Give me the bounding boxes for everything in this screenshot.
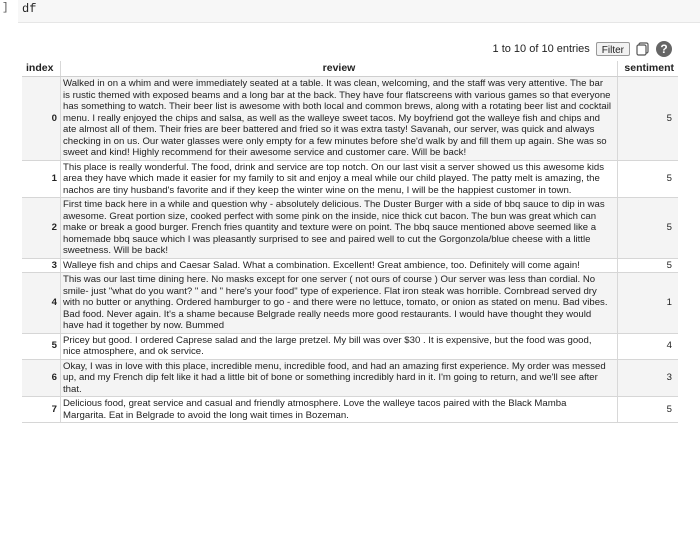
review-cell: Delicious food, great service and casual and friendly atmosphere. Love the walleye tacos paired with the Black Mamba Margarita. Eat in Belgrade to avoid the long wait times in Bozeman. bbox=[61, 397, 618, 423]
sentiment-cell: 4 bbox=[618, 333, 679, 359]
table-row[interactable] bbox=[22, 273, 678, 334]
row-index: 1 bbox=[22, 160, 61, 198]
row-index: 7 bbox=[22, 397, 61, 423]
cell-prompt: ] bbox=[2, 2, 9, 14]
review-cell: Pricey but good. I ordered Caprese salad and the large pretzel. My bill was over $30 . It is expensive, but the food was good, nice atmosphere, and ok service. bbox=[61, 333, 618, 359]
row-index: 3 bbox=[22, 258, 61, 273]
column-header-sentiment[interactable]: sentiment bbox=[618, 61, 679, 77]
row-index: 6 bbox=[22, 359, 61, 397]
sentiment-cell: 5 bbox=[618, 397, 679, 423]
sentiment-cell: 1 bbox=[618, 273, 679, 334]
table-row[interactable] bbox=[22, 397, 678, 423]
column-header-index[interactable]: index bbox=[22, 61, 61, 77]
table-row[interactable] bbox=[22, 258, 678, 273]
table-row[interactable] bbox=[22, 359, 678, 397]
table-row[interactable] bbox=[22, 198, 678, 259]
table-row[interactable] bbox=[22, 77, 678, 161]
entries-count: 1 to 10 of 10 entries bbox=[492, 43, 590, 55]
row-index: 2 bbox=[22, 198, 61, 259]
sentiment-cell: 5 bbox=[618, 77, 679, 161]
review-cell: Okay, I was in love with this place, incredible menu, incredible food, and had an amazing first experience. My order was messed up, and my French dip felt like it had a little bit of bone or something incredibly hard in it. I'm going to return, and we'll see after that. bbox=[61, 359, 618, 397]
table-header-row bbox=[22, 61, 678, 77]
copy-icon[interactable] bbox=[636, 42, 650, 56]
review-cell: Walked in on a whim and were immediately seated at a table. It was clean, welcoming, and the staff was very attentive. The bar is rustic themed with exposed beams and a long bar at the back. They have four flatscreens with various games so that everyone has something to watch. Their beer list is awesome with both local and common brews, along with a rotating beer list and cocktail menu. I really enjoyed the chips and salsa, as well as the walleye sweet tacos. My boyfriend got the walleye fish and chips and ate almost all of them. Their fries are beer battered and fried so it was extra tasty! Savanah, our server, was quick and always checking in on us. Our water glasses were only empty for a few minutes before she'd walk by and fill them up again. She was so sweet and kind! Highly recommend for their awesome service and customer care. Will be back! bbox=[61, 77, 618, 161]
code-cell[interactable] bbox=[18, 0, 700, 23]
table-toolbar bbox=[493, 40, 672, 58]
row-index: 4 bbox=[22, 273, 61, 334]
review-cell: This was our last time dining here. No masks except for one server ( not ours of course ) Our server was less than cordial. No smile- just "what do you want? " and " here's your food" type of experience. Flat iron steak was horrible. Cornbread served dry with no butter or anything. Ordered hamburger to go - and there were no lettuce, tomato, or onion as stated on menu. Bad vibes. Bad food. Never again. It's a shame because Belgrade really needs more good restaurants. I would have thought they would have had it together by now. Bummed bbox=[61, 273, 618, 334]
review-cell: First time back here in a while and question why - absolutely delicious. The Duster Burger with a side of bbq sauce to dip in was awesome. Great portion size, cooked perfect with some pink on the inside, nice thick cut bacon. The bun was great which can make or break a good burger. French fries quantity and texture were on point. The bbq sauce mentioned above seemed like a homemade bbq sauce which I was pleasantly surprised to see and paired well to cut the Gorgonzola/blue cheese with a little sweetness. Will be back! bbox=[61, 198, 618, 259]
dataframe-table bbox=[22, 61, 678, 423]
sentiment-cell: 5 bbox=[618, 198, 679, 259]
column-header-review[interactable]: review bbox=[61, 61, 618, 77]
table-row[interactable] bbox=[22, 160, 678, 198]
code-input[interactable]: df bbox=[22, 2, 37, 16]
filter-button[interactable]: Filter bbox=[596, 42, 630, 56]
row-index: 0 bbox=[22, 77, 61, 161]
table-row[interactable] bbox=[22, 333, 678, 359]
review-cell: Walleye fish and chips and Caesar Salad. What a combination. Excellent! Great ambience, too. Definitely will come again! bbox=[61, 258, 618, 273]
help-icon[interactable]: ? bbox=[656, 41, 672, 57]
sentiment-cell: 5 bbox=[618, 160, 679, 198]
sentiment-cell: 5 bbox=[618, 258, 679, 273]
review-cell: This place is really wonderful. The food, drink and service are top notch. On our last visit a server showed us this awesome kids area they have which made it easier for my family to sit and enjoy a meal while our child played. The patty melt is amazing, the nachos are tiny husband's favorite and if they keep the winter wine on the menu, I will be the happiest customer in town. bbox=[61, 160, 618, 198]
sentiment-cell: 3 bbox=[618, 359, 679, 397]
row-index: 5 bbox=[22, 333, 61, 359]
